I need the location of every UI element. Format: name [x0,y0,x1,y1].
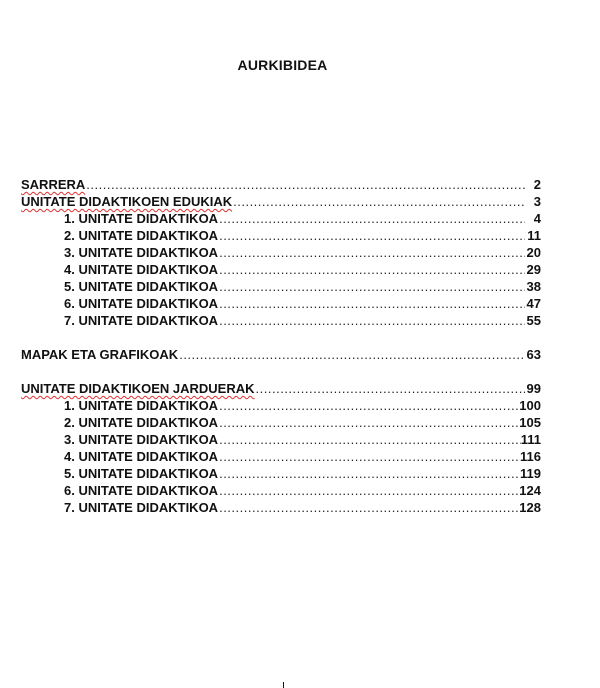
toc-entry-page: 47 [526,296,541,311]
toc-entry-jarduerak[interactable] [21,380,541,397]
toc-entry-page: 128 [519,500,541,515]
toc-entry-label: 4. UNITATE DIDAKTIKOA [64,449,219,464]
dot-leader [218,244,525,261]
toc-entry-page: 111 [520,432,541,447]
toc-entry-page: 100 [519,398,541,413]
toc-entry-label: UNITATE DIDAKTIKOEN EDUKIAK [21,194,233,209]
toc-entry-page: 55 [526,313,541,328]
toc-entry-label: 1. UNITATE DIDAKTIKOA [64,211,219,226]
toc-entry-page: 105 [519,415,541,430]
toc-entry-label: 7. UNITATE DIDAKTIKOA [64,313,219,328]
toc-entry-label: 1. UNITATE DIDAKTIKOA [64,398,219,413]
toc-entry-label: 3. UNITATE DIDAKTIKOA [64,432,219,447]
toc-entry-label: 4. UNITATE DIDAKTIKOA [64,262,219,277]
toc-entry-edukiak-5[interactable] [21,278,541,295]
dot-leader [178,346,525,363]
toc-entry-label: MAPAK ETA GRAFIKOAK [21,347,179,362]
toc-entry-edukiak-7[interactable] [21,312,541,329]
toc-entry-edukiak-1[interactable] [21,210,541,227]
toc-entry-label: 5. UNITATE DIDAKTIKOA [64,466,219,481]
toc-entry-label: 2. UNITATE DIDAKTIKOA [64,228,219,243]
dot-leader [218,448,520,465]
dot-leader [218,499,519,516]
toc-entry-edukiak[interactable] [21,193,541,210]
toc-entry-page: 99 [526,381,541,396]
toc-entry-label: 6. UNITATE DIDAKTIKOA [64,483,219,498]
toc-entry-page: 3 [533,194,541,209]
toc-entry-edukiak-6[interactable] [21,295,541,312]
toc-entry-page: 20 [526,245,541,260]
toc-entry-mapak[interactable] [21,346,541,363]
dot-leader [232,193,525,210]
page-title: AURKIBIDEA [237,57,328,73]
toc-entry-jarduerak-5[interactable] [21,465,541,482]
dot-leader [218,278,525,295]
toc-entry-page: 116 [520,449,541,464]
toc-entry-label: 3. UNITATE DIDAKTIKOA [64,245,219,260]
toc-entry-label: SARRERA [21,177,86,192]
toc-entry-jarduerak-1[interactable] [21,397,541,414]
toc-entry-jarduerak-3[interactable] [21,431,541,448]
dot-leader [218,482,519,499]
dot-leader [218,227,525,244]
toc-entry-label: UNITATE DIDAKTIKOEN JARDUERAK [21,381,255,396]
toc-entry-jarduerak-6[interactable] [21,482,541,499]
toc-entry-edukiak-4[interactable] [21,261,541,278]
text-cursor [283,682,284,688]
toc-entry-jarduerak-2[interactable] [21,414,541,431]
toc-entry-label: 5. UNITATE DIDAKTIKOA [64,279,219,294]
toc-entry-page: 38 [526,279,541,294]
toc-entry-jarduerak-4[interactable] [21,448,541,465]
section-gap [21,363,541,380]
toc-entry-sarrera[interactable] [21,176,541,193]
dot-leader [218,431,521,448]
toc-entry-jarduerak-7[interactable] [21,499,541,516]
toc-entry-page: 124 [519,483,541,498]
toc-entry-page: 63 [526,347,541,362]
section-gap [21,329,541,346]
toc-entry-page: 29 [526,262,541,277]
toc-entry-label: 2. UNITATE DIDAKTIKOA [64,415,219,430]
toc-entry-label: 6. UNITATE DIDAKTIKOA [64,296,219,311]
dot-leader [218,295,525,312]
dot-leader [218,465,520,482]
dot-leader [218,261,525,278]
toc-entry-page: 4 [533,211,541,226]
toc-entry-page: 11 [527,228,541,243]
dot-leader [85,176,525,193]
dot-leader [255,380,525,397]
dot-leader [218,397,519,414]
dot-leader [218,210,525,227]
toc-entry-edukiak-3[interactable] [21,244,541,261]
table-of-contents [21,176,541,516]
toc-entry-edukiak-2[interactable] [21,227,541,244]
toc-entry-label: 7. UNITATE DIDAKTIKOA [64,500,219,515]
toc-entry-page: 2 [533,177,541,192]
dot-leader [218,414,519,431]
toc-entry-page: 119 [520,466,541,481]
dot-leader [218,312,525,329]
